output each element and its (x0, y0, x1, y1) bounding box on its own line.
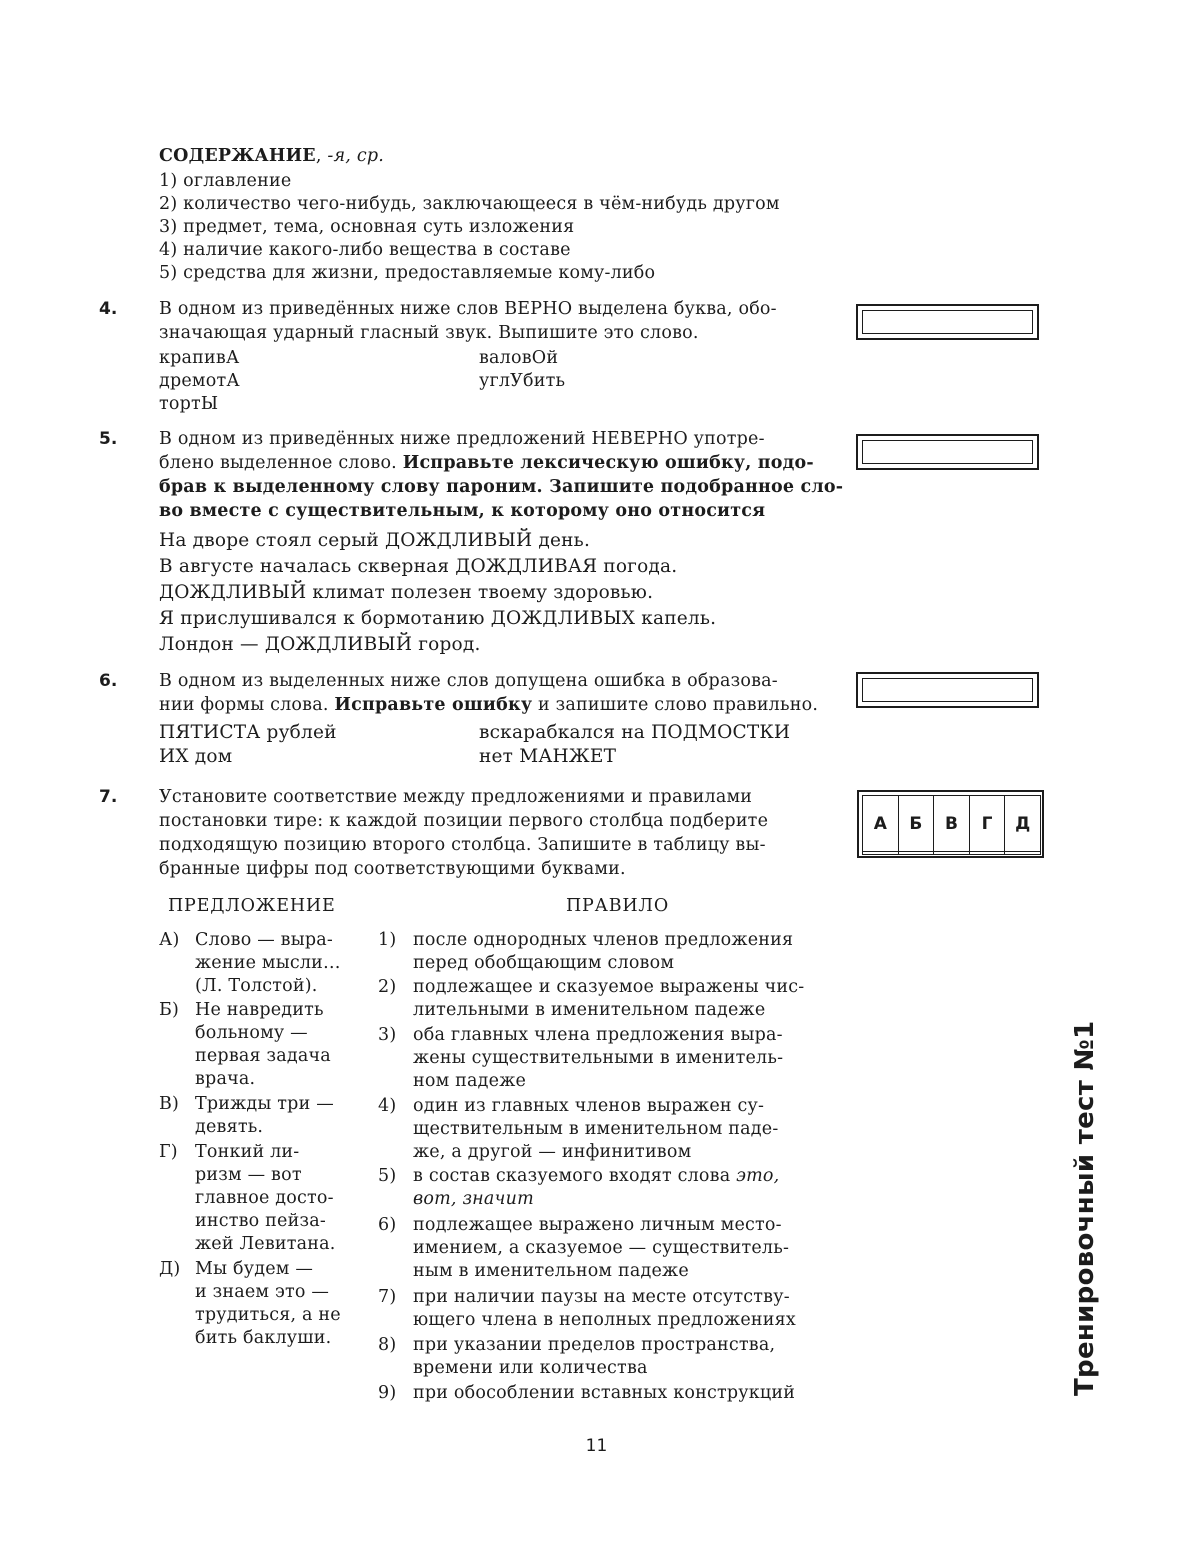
sentence-letter: А) (159, 930, 180, 950)
rule-line: ществительным в именительном паде- (413, 1119, 779, 1139)
rule-line: лительными в именительном падеже (413, 1000, 766, 1020)
task-number: 7. (99, 787, 118, 807)
sentence-line: жей Левитана. (195, 1234, 336, 1254)
sentence-line: девять. (195, 1117, 264, 1137)
rule-line: оба главных члена предложения выра- (413, 1025, 783, 1045)
example-sentence: ДОЖДЛИВЫЙ климат полезен твоему здоровью. (159, 582, 654, 603)
meaning-line: 3) предмет, тема, основная суть изложения (159, 217, 575, 237)
task-instruction-bold: Исправьте ошибку (334, 695, 533, 715)
answer-box-5[interactable] (856, 434, 1039, 470)
task-number: 4. (99, 299, 118, 319)
sentence-letter: Б) (159, 1000, 180, 1020)
rule-number: 6) (378, 1215, 397, 1235)
rule-line: ным в именительном падеже (413, 1261, 689, 1281)
task-instruction-bold: брав к выделенному слову пароним. Запишите подобранное сло- (159, 477, 844, 497)
answer-grid-7 (857, 790, 1044, 858)
task-instruction-bold: Исправьте лексическую ошибку, подо- (402, 453, 814, 473)
rule-line: перед обобщающим словом (413, 953, 675, 973)
rule-number: 7) (378, 1287, 397, 1307)
grid-answer-cell[interactable] (1005, 852, 1041, 855)
rule-text-italic: это, (736, 1166, 780, 1186)
sentence-line: первая задача (195, 1046, 331, 1066)
grid-letter: В (934, 796, 970, 852)
rule-line: имением, а сказуемое — существитель- (413, 1238, 790, 1258)
column-header-rules: ПРАВИЛО (566, 896, 669, 916)
side-test-label: Тренировочный тест №1 (1070, 1020, 1100, 1396)
word-option: ПЯТИСТА рублей (159, 722, 337, 743)
definition-heading: СОДЕРЖАНИЕ, -я, ср. (159, 146, 384, 166)
rule-line: подлежащее и сказуемое выражены чис- (413, 977, 805, 997)
answer-box-6[interactable] (856, 672, 1039, 708)
example-sentence: Лондон — ДОЖДЛИВЫЙ город. (159, 634, 481, 655)
sentence-line: жение мысли… (195, 953, 341, 973)
rule-line (413, 1165, 779, 1188)
task-text-line (159, 452, 814, 475)
sentence-letter: В) (159, 1094, 180, 1114)
meaning-line: 5) средства для жизни, предоставляемые кому-либо (159, 263, 656, 283)
rule-line: подлежащее выражено личным место- (413, 1215, 782, 1235)
meaning-line: 1) оглавление (159, 171, 292, 191)
task-number: 5. (99, 429, 118, 449)
sentence-line: Слово — выра- (195, 930, 333, 950)
rule-line: же, а другой — инфинитивом (413, 1142, 692, 1162)
example-sentence: На дворе стоял серый ДОЖДЛИВЫЙ день. (159, 530, 591, 551)
task-text-plain: нии формы слова. (159, 695, 329, 715)
example-sentence: В августе началась скверная ДОЖДЛИВАЯ погода. (159, 556, 678, 577)
rule-number: 8) (378, 1335, 397, 1355)
task-text-line: В одном из приведённых ниже слов ВЕРНО выделена буква, обо- (159, 299, 777, 319)
rule-line: после однородных членов предложения (413, 930, 794, 950)
column-header-sentences: ПРЕДЛОЖЕНИЕ (168, 896, 336, 916)
rule-number: 3) (378, 1025, 397, 1045)
headword: СОДЕРЖАНИЕ (159, 146, 316, 166)
task-number: 6. (99, 671, 118, 691)
grid-answer-cell[interactable] (898, 852, 934, 855)
meaning-line: 4) наличие какого-либо вещества в составе (159, 240, 571, 260)
grammar-note: -я, (327, 146, 352, 166)
sentence-letter: Д) (159, 1259, 181, 1279)
rule-line: один из главных членов выражен су- (413, 1096, 765, 1116)
task-text-plain: и запишите слово правильно. (538, 695, 819, 715)
word-option: углУбить (479, 371, 566, 391)
rule-number: 4) (378, 1096, 397, 1116)
meaning-line: 2) количество чего-нибудь, заключающееся в чём-нибудь другом (159, 194, 780, 214)
sentence-line: Не навредить (195, 1000, 324, 1020)
rule-line: при наличии паузы на месте отсутству- (413, 1287, 790, 1307)
sentence-line: и знаем это — (195, 1282, 330, 1302)
task-text-line: значающая ударный гласный звук. Выпишите это слово. (159, 323, 699, 343)
grid-answer-cell[interactable] (863, 852, 899, 855)
rule-text-plain: в состав сказуемого входят слова (413, 1166, 731, 1186)
sentence-line: Мы будем — (195, 1259, 314, 1279)
word-option: крапивА (159, 348, 240, 368)
word-option: дремотА (159, 371, 240, 391)
word-option: тортЫ (159, 394, 219, 414)
rule-number: 5) (378, 1166, 397, 1186)
grid-letter: А (863, 796, 899, 852)
task-text-line: постановки тире: к каждой позиции первого столбца подберите (159, 811, 769, 831)
sentence-line: больному — (195, 1023, 308, 1043)
rule-line: при указании пределов пространства, (413, 1335, 776, 1355)
word-option: ИХ дом (159, 746, 233, 767)
sentence-letter: Г) (159, 1142, 178, 1162)
task-text-plain: блено выделенное слово. (159, 453, 397, 473)
sentence-line: (Л. Толстой). (195, 976, 318, 996)
sentence-line: бить баклуши. (195, 1328, 332, 1348)
grid-answer-cell[interactable] (969, 852, 1005, 855)
task-text-line: В одном из приведённых ниже предложений НЕВЕРНО употре- (159, 429, 765, 449)
sentence-line: трудиться, а не (195, 1305, 341, 1325)
task-text-line: Установите соответствие между предложениями и правилами (159, 787, 753, 807)
sentence-line: Тонкий ли- (195, 1142, 300, 1162)
task-text-line: бранные цифры под соответствующими буквами. (159, 859, 626, 879)
rule-number: 2) (378, 977, 397, 997)
word-option: нет МАНЖЕТ (479, 746, 617, 767)
sentence-line: инство пейза- (195, 1211, 326, 1231)
rule-line: ющего члена в неполных предложениях (413, 1310, 796, 1330)
task-text-line: В одном из выделенных ниже слов допущена ошибка в образова- (159, 671, 778, 691)
grid-letter: Б (898, 796, 934, 852)
rule-line: вот, значит (413, 1189, 534, 1209)
grid-answer-cell[interactable] (934, 852, 970, 855)
sentence-line: Трижды три — (195, 1094, 334, 1114)
sentence-line: врача. (195, 1069, 256, 1089)
example-sentence: Я прислушивался к бормотанию ДОЖДЛИВЫХ капель. (159, 608, 717, 629)
sentence-line: ризм — вот (195, 1165, 302, 1185)
task-text-line (159, 694, 818, 717)
task-instruction-bold: во вместе с существительным, к которому оно относится (159, 501, 766, 521)
rule-number: 9) (378, 1383, 397, 1403)
word-option: валовОй (479, 348, 559, 368)
page-number: 11 (585, 1436, 608, 1456)
rule-line: времени или количества (413, 1358, 648, 1378)
word-option: вскарабкался на ПОДМОСТКИ (479, 722, 791, 743)
rule-number: 1) (378, 930, 397, 950)
grid-letter: Д (1005, 796, 1041, 852)
grid-letter: Г (969, 796, 1005, 852)
sentence-line: главное досто- (195, 1188, 334, 1208)
gender-note: ср. (356, 146, 384, 166)
answer-box-4[interactable] (856, 304, 1039, 340)
rule-line: ном падеже (413, 1071, 527, 1091)
rule-line: при обособлении вставных конструкций (413, 1383, 796, 1403)
rule-line: жены существительными в именитель- (413, 1048, 784, 1068)
task-text-line: подходящую позицию второго столбца. Запишите в таблицу вы- (159, 835, 766, 855)
